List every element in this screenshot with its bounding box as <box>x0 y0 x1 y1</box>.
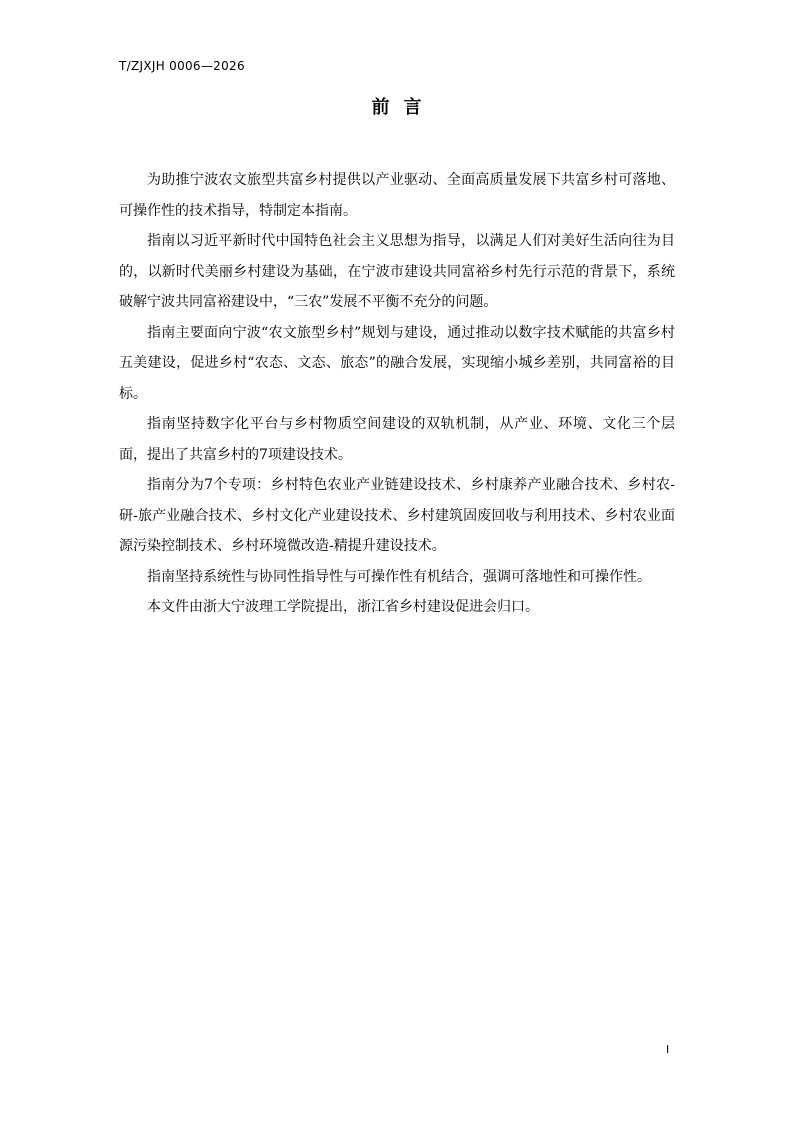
document-code: T/ZJXJH 0006—2026 <box>119 59 245 73</box>
paragraph-principles: 指南坚持系统性与协同性指导性与可操作性有机结合，强调可落地性和可操作性。 <box>147 568 651 585</box>
paragraph-special-topics: 指南分为7个专项：乡村特色农业产业链建设技术、乡村康养产业融合技术、乡村农-研-旅产业融合技术、乡村文化产业建设技术、乡村建筑固废回收与利用技术、乡村农业面源污染控制技术、乡村环境微改造-精提升建设技术。 <box>119 477 675 554</box>
page-number: I <box>666 1043 670 1056</box>
page-title: 前言 <box>371 97 436 118</box>
paragraph-dual-track-mechanism: 指南坚持数字化平台与乡村物质空间建设的双轨机制，从产业、环境、文化三个层面，提出了共富乡村的7项建设技术。 <box>119 416 675 463</box>
paragraph-target-scope: 指南主要面向宁波“农文旅型乡村”规划与建设，通过推动以数字技术赋能的共富乡村五美建设，促进乡村“农态、文态、旅态”的融合发展，实现缩小城乡差别，共同富裕的目标。 <box>119 324 675 402</box>
paragraph-proposer: 本文件由浙大宁波理工学院提出，浙江省乡村建设促进会归口。 <box>147 599 539 615</box>
paragraph-purpose: 为助推宁波农文旅型共富乡村提供以产业驱动、全面高质量发展下共富乡村可落地、可操作性的技术指导，特制定本指南。 <box>119 172 675 219</box>
paragraph-guiding-ideology: 指南以习近平新时代中国特色社会主义思想为指导，以满足人们对美好生活向往为目的，以新时代美丽乡村建设为基础，在宁波市建设共同富裕乡村先行示范的背景下，系统破解宁波共同富裕建设中，“三农”发展不平衡不充分的问题。 <box>119 233 675 310</box>
foreword-body <box>119 165 675 623</box>
